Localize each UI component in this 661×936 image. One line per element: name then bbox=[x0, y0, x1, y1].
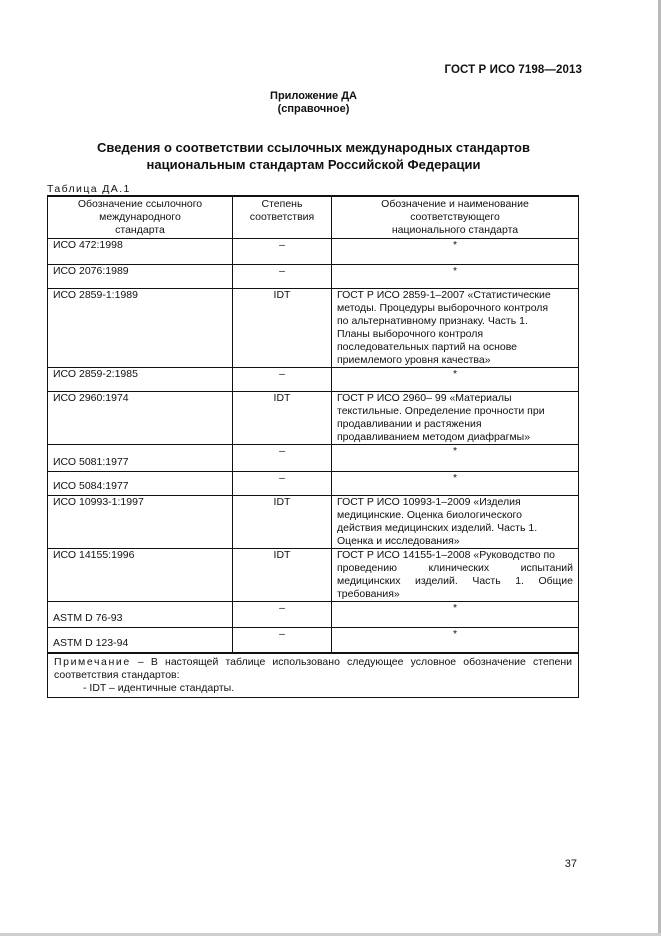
table-caption: Таблица ДА.1 bbox=[47, 183, 131, 195]
cell-degree: – bbox=[233, 628, 332, 653]
cell-text: приемлемого уровня качества» bbox=[337, 354, 491, 366]
page-title-line-1: Сведения о соответствии ссылочных международных стандартов bbox=[97, 140, 530, 155]
cell-text: * bbox=[452, 628, 458, 640]
table-note-row bbox=[48, 653, 579, 698]
page-title bbox=[0, 139, 627, 173]
cell-text: * bbox=[452, 368, 458, 380]
cell-national bbox=[332, 628, 579, 653]
note-head: Примечание bbox=[54, 655, 131, 668]
header-text: соответствующего bbox=[410, 211, 500, 223]
cell-text: ГОСТ Р ИСО 2859-1–2007 «Статистические bbox=[337, 289, 551, 301]
cell-degree: – bbox=[233, 472, 332, 496]
cell-national bbox=[332, 445, 579, 472]
appendix-title: Приложение ДА bbox=[270, 90, 357, 102]
table-row bbox=[48, 628, 579, 653]
header-text: соответствия bbox=[249, 211, 315, 223]
page-number: 37 bbox=[564, 858, 577, 870]
appendix-subtitle: (справочное) bbox=[277, 103, 350, 115]
cell-degree: – bbox=[233, 602, 332, 628]
header-text: стандарта bbox=[115, 224, 165, 236]
table-row bbox=[48, 265, 579, 289]
cell-text: * bbox=[452, 472, 458, 484]
cell-text: проведению клинических испытаний bbox=[337, 562, 573, 574]
header-text: Обозначение ссылочного bbox=[77, 198, 203, 210]
cell-degree: IDT bbox=[233, 392, 332, 445]
table-row bbox=[48, 368, 579, 392]
note-legend: - IDT – идентичные стандарты. bbox=[83, 681, 235, 694]
table-note bbox=[48, 653, 579, 698]
cell-text: Оценка и исследования» bbox=[337, 535, 460, 547]
cell-degree: IDT bbox=[233, 549, 332, 602]
cell-national bbox=[332, 239, 579, 265]
cell-degree: – bbox=[233, 239, 332, 265]
header-international-standard bbox=[48, 196, 233, 239]
cell-national bbox=[332, 549, 579, 602]
cell-national bbox=[332, 368, 579, 392]
table-row bbox=[48, 472, 579, 496]
cell-national bbox=[332, 602, 579, 628]
cell-text: медицинские. Оценка биологического bbox=[337, 509, 522, 521]
cell-text: ГОСТ Р ИСО 14155-1–2008 «Руководство по bbox=[337, 549, 556, 561]
cell-text: по альтернативному признаку. Часть 1. bbox=[337, 315, 528, 327]
cell-national bbox=[332, 496, 579, 549]
cell-reference: ИСО 2859-2:1985 bbox=[48, 368, 233, 392]
note-paragraph bbox=[54, 656, 572, 682]
cell-text: * bbox=[452, 265, 458, 277]
cell-text: медицинских изделий. Часть 1. Общие bbox=[337, 575, 573, 587]
note-text: – В настоящей таблице использовано следующее условное обозначение степени соответствия стандартов: bbox=[54, 655, 572, 681]
table-row bbox=[48, 602, 579, 628]
cell-text: продавливанием методом диафрагмы» bbox=[337, 431, 531, 443]
header-text: национального стандарта bbox=[391, 224, 519, 236]
cell-text: продавливании и растяжения bbox=[337, 418, 482, 430]
cell-reference: ИСО 14155:1996 bbox=[48, 549, 233, 602]
cell-text: текстильные. Определение прочности при bbox=[337, 405, 545, 417]
cell-text: требования» bbox=[337, 588, 400, 600]
header-text: международного bbox=[99, 211, 181, 223]
header-degree bbox=[233, 196, 332, 239]
cell-reference: ИСО 5084:1977 bbox=[48, 472, 233, 496]
cell-reference: ИСО 472:1998 bbox=[48, 239, 233, 265]
document-code: ГОСТ Р ИСО 7198—2013 bbox=[444, 64, 582, 76]
cell-degree: IDT bbox=[233, 496, 332, 549]
table-header-row bbox=[48, 196, 579, 239]
table-row bbox=[48, 549, 579, 602]
table-row bbox=[48, 496, 579, 549]
cell-text: ГОСТ Р ИСО 10993-1–2009 «Изделия bbox=[337, 496, 521, 508]
cell-national bbox=[332, 265, 579, 289]
cell-national bbox=[332, 472, 579, 496]
cell-text: действия медицинских изделий. Часть 1. bbox=[337, 522, 538, 534]
cell-national bbox=[332, 289, 579, 368]
cell-text: ГОСТ Р ИСО 2960– 99 «Материалы bbox=[337, 392, 512, 404]
page-title-line-2: национальным стандартам Российской Федерации bbox=[146, 157, 481, 172]
cell-reference: ASTM D 123-94 bbox=[48, 628, 233, 653]
table-row bbox=[48, 239, 579, 265]
header-national-standard bbox=[332, 196, 579, 239]
cell-text: * bbox=[452, 445, 458, 457]
table-row bbox=[48, 289, 579, 368]
cell-degree: – bbox=[233, 368, 332, 392]
cell-text: Планы выборочного контроля bbox=[337, 328, 484, 340]
table-row bbox=[48, 445, 579, 472]
cell-degree: – bbox=[233, 265, 332, 289]
cell-reference: ИСО 2859-1:1989 bbox=[48, 289, 233, 368]
header-text: Обозначение и наименование bbox=[381, 198, 529, 210]
cell-reference: ASTM D 76-93 bbox=[48, 602, 233, 628]
cell-reference: ИСО 5081:1977 bbox=[48, 445, 233, 472]
cell-national bbox=[332, 392, 579, 445]
cell-reference: ИСО 2960:1974 bbox=[48, 392, 233, 445]
cell-text: последовательных партий на основе bbox=[337, 341, 518, 353]
cell-text: * bbox=[452, 602, 458, 614]
cell-reference: ИСО 10993-1:1997 bbox=[48, 496, 233, 549]
cell-degree: – bbox=[233, 445, 332, 472]
header-text: Степень bbox=[261, 198, 303, 210]
table-row bbox=[48, 392, 579, 445]
cell-reference: ИСО 2076:1989 bbox=[48, 265, 233, 289]
appendix-heading bbox=[0, 90, 627, 116]
cell-degree: IDT bbox=[233, 289, 332, 368]
cell-text: * bbox=[452, 239, 458, 251]
cell-text: методы. Процедуры выборочного контроля bbox=[337, 302, 549, 314]
conformity-table bbox=[47, 195, 579, 698]
